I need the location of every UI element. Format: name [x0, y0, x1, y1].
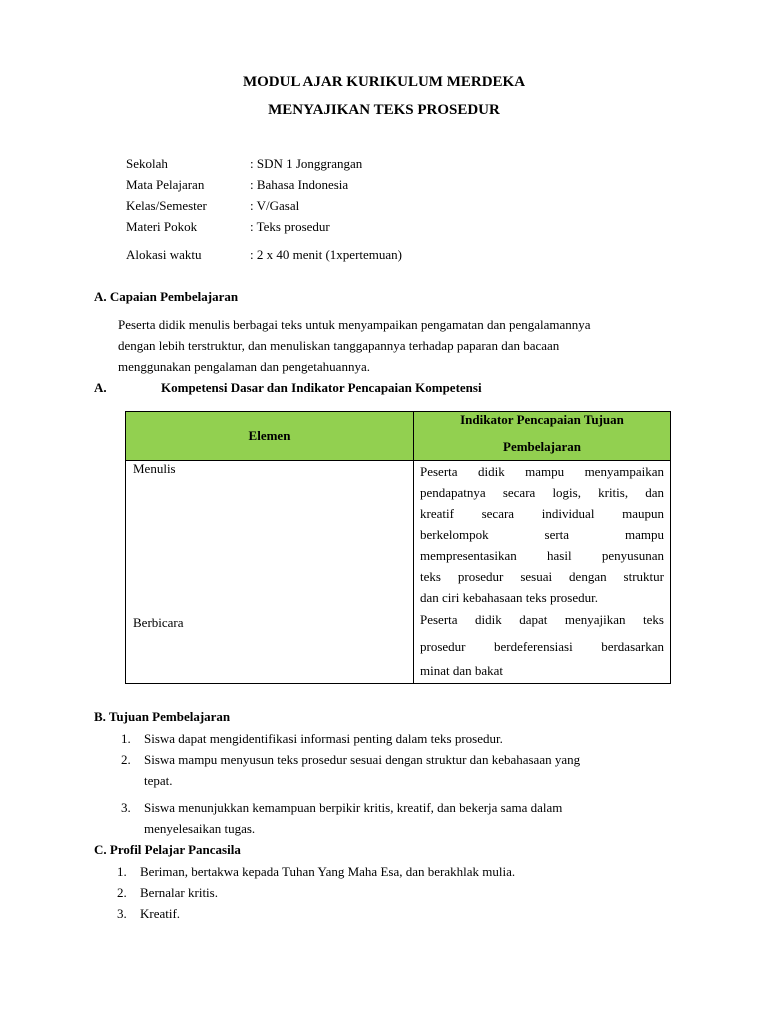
indicator-line: pendapatnya secara logis, kritis, dan [420, 485, 664, 500]
section-a-heading: A. Capaian Pembelajaran [94, 289, 239, 304]
identity-value: : Teks prosedur [250, 219, 330, 234]
list-number: 3. [117, 906, 127, 921]
list-item: Siswa mampu menyusun teks prosedur sesuai dengan struktur dan kebahasaan yang [144, 752, 581, 767]
paragraph-line: dengan lebih terstruktur, dan menuliskan tanggapannya terhadap paparan dan bacaan [118, 338, 560, 353]
header-indikator [414, 412, 671, 461]
list-number: 1. [121, 731, 131, 746]
document-title: MODUL AJAR KURIKULUM MERDEKA [242, 74, 526, 90]
identity-value: : SDN 1 Jonggrangan [250, 156, 363, 171]
table-header-row [126, 412, 671, 461]
identity-value: : 2 x 40 menit (1xpertemuan) [250, 247, 402, 262]
identity-label: Materi Pokok [126, 219, 198, 234]
list-item: Siswa menunjukkan kemampuan berpikir kritis, kreatif, dan bekerja sama dalam [144, 800, 563, 815]
identity-value: : Bahasa Indonesia [250, 177, 349, 192]
indicator-line: Peserta didik dapat menyajikan teks [420, 612, 664, 627]
indicator-line: mempresentasikan hasil penyusunan [420, 548, 664, 563]
element-cell [126, 461, 414, 684]
list-number: 3. [121, 800, 131, 815]
indicator-line: kreatif secara individual maupun [420, 506, 664, 521]
identity-label: Alokasi waktu [126, 247, 202, 262]
header-indikator-line2: Pembelajaran [503, 439, 581, 454]
competency-table [125, 411, 671, 684]
indicator-line: Peserta didik mampu menyampaikan [420, 464, 664, 479]
list-item-continued: menyelesaikan tugas. [144, 821, 256, 836]
list-item: Kreatif. [140, 906, 181, 921]
section-a2-letter: A. [94, 380, 107, 395]
indicator-line: berkelompok serta mampu [420, 527, 664, 542]
indicator-cell [414, 461, 671, 684]
list-number: 2. [117, 885, 127, 900]
section-b-heading: B. Tujuan Pembelajaran [94, 709, 231, 724]
list-item: Bernalar kritis. [140, 885, 218, 900]
list-number: 1. [117, 864, 127, 879]
identity-value: : V/Gasal [250, 198, 300, 213]
header-elemen-text: Elemen [248, 428, 291, 443]
header-elemen [126, 412, 414, 461]
section-a2-heading: Kompetensi Dasar dan Indikator Pencapaian Kompetensi [161, 380, 482, 395]
paragraph-line: Peserta didik menulis berbagai teks untuk menyampaikan pengamatan dan pengalamannya [118, 317, 591, 332]
element-menulis: Menulis [133, 461, 176, 476]
indicator-line: minat dan bakat [420, 663, 504, 678]
list-item-continued: tepat. [144, 773, 173, 788]
section-c-heading: C. Profil Pelajar Pancasila [94, 842, 241, 857]
header-indikator-line1: Indikator Pencapaian Tujuan [460, 412, 624, 427]
list-number: 2. [121, 752, 131, 767]
indicator-line: prosedur berdeferensiasi berdasarkan [420, 639, 664, 654]
paragraph-line: menggunakan pengalaman dan pengetahuannya. [118, 359, 370, 374]
indicator-line: teks prosedur sesuai dengan struktur [420, 569, 664, 584]
table-row [126, 461, 671, 684]
identity-label: Mata Pelajaran [126, 177, 205, 192]
identity-label: Kelas/Semester [126, 198, 207, 213]
element-berbicara: Berbicara [133, 615, 184, 630]
list-item: Siswa dapat mengidentifikasi informasi penting dalam teks prosedur. [144, 731, 503, 746]
document-subtitle: MENYAJIKAN TEKS PROSEDUR [268, 102, 500, 118]
identity-label: Sekolah [126, 156, 168, 171]
list-item: Beriman, bertakwa kepada Tuhan Yang Maha Esa, dan berakhlak mulia. [140, 864, 516, 879]
indicator-line: dan ciri kebahasaan teks prosedur. [420, 590, 598, 605]
